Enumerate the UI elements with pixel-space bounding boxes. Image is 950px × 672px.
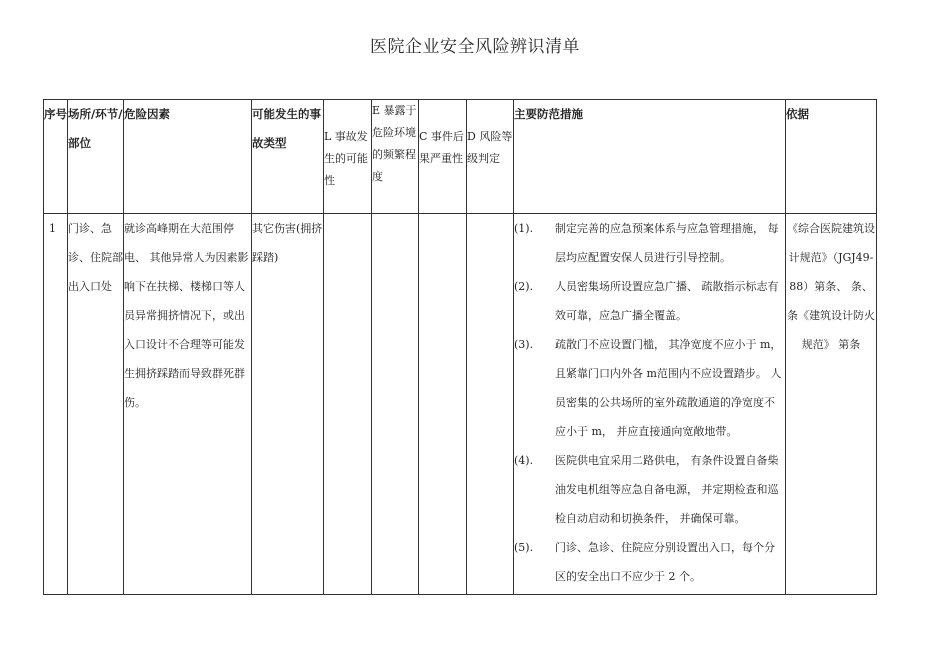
header-basis: 依据 <box>786 100 877 214</box>
measure-number: (5). <box>514 541 534 554</box>
table-row <box>44 214 877 595</box>
measure-text: 医院供电宜采用二路供电， 有条件设置自备柴油发电机组等应急自备电源， 并定期检查和巡检自动启动和切换条件， 并确保可靠。 <box>555 454 779 525</box>
measure-number: (2). <box>514 280 534 293</box>
measure-item <box>514 446 785 533</box>
measure-text: 疏散门不应设置门槛， 其净宽度不应小于 m，且紧靠门口内外各 m范围内不应设置踏步。 人员密集的公共场所的室外疏散通道的净宽度不应小于 m， 并应直接通向宽敞地带。 <box>555 338 782 438</box>
cell-location: 门诊、急诊、住院部出入口处 <box>68 214 124 595</box>
measure-item <box>514 214 785 272</box>
header-likelihood-l: L 事故发生的可能性 <box>324 100 372 214</box>
table-header-row <box>44 100 877 214</box>
measure-number: (3). <box>514 338 534 351</box>
measure-item <box>514 272 785 330</box>
header-accident-type: 可能发生的事故类型 <box>252 100 324 214</box>
cell-seq: 1 <box>44 214 68 595</box>
cell-hazard: 就诊高峰期在大范围停电、 其他异常人为因素影响下在扶梯、楼梯口等人员异常拥挤情况下，或出入口设计不合理等可能发生拥挤踩踏而导致群死群伤。 <box>124 214 252 595</box>
measure-number: (1). <box>514 222 534 235</box>
header-seq: 序号 <box>44 100 68 214</box>
cell-basis: 《综合医院建筑设计规范》（JGJ49-88）第条、 条、条《建筑设计防火规范》 第条 <box>786 214 877 595</box>
cell-risk-level-d <box>467 214 514 595</box>
header-location: 场所/环节/部位 <box>68 100 124 214</box>
measure-number: (4). <box>514 454 534 467</box>
measure-text: 门诊、急诊、住院应分别设置出入口，每个分区的安全出口不应少于 2 个。 <box>555 541 775 583</box>
cell-consequence-c <box>419 214 467 595</box>
cell-measures <box>514 214 786 595</box>
measure-text: 人员密集场所设置应急广播、 疏散指示标志有效可靠，应急广播全覆盖。 <box>555 280 779 322</box>
header-risk-level-d: D 风险等级判定 <box>467 100 514 214</box>
header-exposure-e: E 暴露于危险环境的频繁程度 <box>372 100 419 214</box>
cell-exposure-e <box>372 214 419 595</box>
measure-item <box>514 330 785 446</box>
cell-accident-type: 其它伤害(拥挤踩踏) <box>252 214 324 595</box>
page-title: 医院企业安全风险辨识清单 <box>370 37 580 57</box>
measure-text: 制定完善的应急预案体系与应急管理措施， 每层均应配置安保人员进行引导控制。 <box>555 222 779 264</box>
header-consequence-c: C 事件后果严重性 <box>419 100 467 214</box>
header-hazard: 危险因素 <box>124 100 252 214</box>
measure-item <box>514 533 785 591</box>
risk-identification-table <box>43 99 877 595</box>
cell-likelihood-l <box>324 214 372 595</box>
header-measures: 主要防范措施 <box>514 100 786 214</box>
